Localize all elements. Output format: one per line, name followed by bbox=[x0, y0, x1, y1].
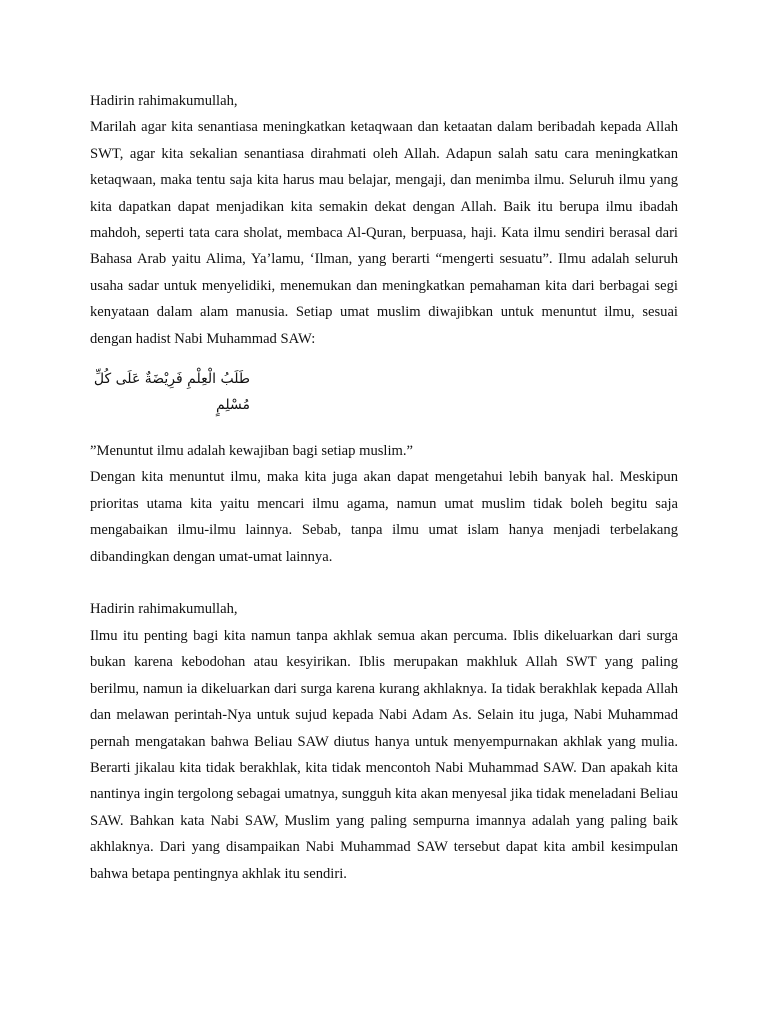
paragraph-3: Ilmu itu penting bagi kita namun tanpa akhlak semua akan percuma. Iblis dikeluarkan dari surga bukan karena kebodohan atau kesyirikan. Iblis merupakan makhluk Allah SWT yang paling berilmu, namun ia dikeluarkan dari surga karena kurang akhlaknya. Ia tidak berakhlak kepada Allah dan melawan perintah-Nya untuk sujud kepada Nabi Adam As. Selain itu juga, Nabi Muhammad pernah mengatakan bahwa Beliau SAW diutus hanya untuk menyempurnakan akhlak yang mulia. Berarti jikalau kita tidak berakhlak, kita tidak mencontoh Nabi Muhammad SAW. Dan apakah kita nantinya ingin tergolong sebagai umatnya, sungguh kita akan menyesal jika tidak meneladani Beliau SAW. Bahkan kata Nabi SAW, Muslim yang paling sempurna imannya adalah yang paling baik akhlaknya. Dari yang disampaikan Nabi Muhammad SAW tersebut dapat kita ambil kesimpulan bahwa betapa pentingnya akhlak itu sendiri. bbox=[90, 627, 678, 882]
greeting-2: Hadirin rahimakumullah, bbox=[90, 601, 238, 618]
hadith-translation: ”Menuntut ilmu adalah kewajiban bagi setiap muslim.” bbox=[90, 443, 414, 460]
greeting-1: Hadirin rahimakumullah, bbox=[90, 93, 238, 109]
paragraph-1: Marilah agar kita senantiasa meningkatkan ketaqwaan dan ketaatan dalam beribadah kepada Allah SWT, agar kita sekalian senantiasa dirahmati oleh Allah. Adapun salah satu cara meningkatkan ketaqwaan, maka tentu saja kita harus mau belajar, mengaji, dan menimba ilmu. Seluruh ilmu yang kita dapatkan dapat menjadikan kita semakin dekat dengan Allah. Baik itu berupa ilmu ibadah mahdoh, seperti tata cara sholat, membaca Al-Quran, berpuasa, haji. Kata ilmu sendiri berasal dari Bahasa Arab yaitu Alima, Ya’lamu, ‘Ilman, yang berarti “mengerti sesuatu”. Ilmu adalah seluruh usaha sadar untuk menyelidiki, menemukan dan meningkatkan pemahaman kita dari berbagai segi kenyataan dalam alam manusia. Setiap umat muslim diwajibkan untuk menuntut ilmu, sesuai dengan hadist Nabi Muhammad SAW: bbox=[90, 119, 678, 347]
document-page bbox=[90, 88, 678, 887]
paragraph-2: Dengan kita menuntut ilmu, maka kita juga akan dapat mengetahui lebih banyak hal. Meskipun prioritas utama kita yaitu mencari ilmu agama, namun umat muslim tidak boleh begitu saja mengabaikan ilmu-ilmu lainnya. Sebab, tanpa ilmu umat islam hanya menjadi terbelakang dibandingkan dengan umat-umat lainnya. bbox=[90, 469, 678, 565]
hadith-arabic: طَلَبُ الْعِلْمِ فَرِيْضَةٌ عَلَى كُلِّ مُسْلِمٍ bbox=[93, 371, 250, 414]
blank-line bbox=[90, 570, 678, 596]
